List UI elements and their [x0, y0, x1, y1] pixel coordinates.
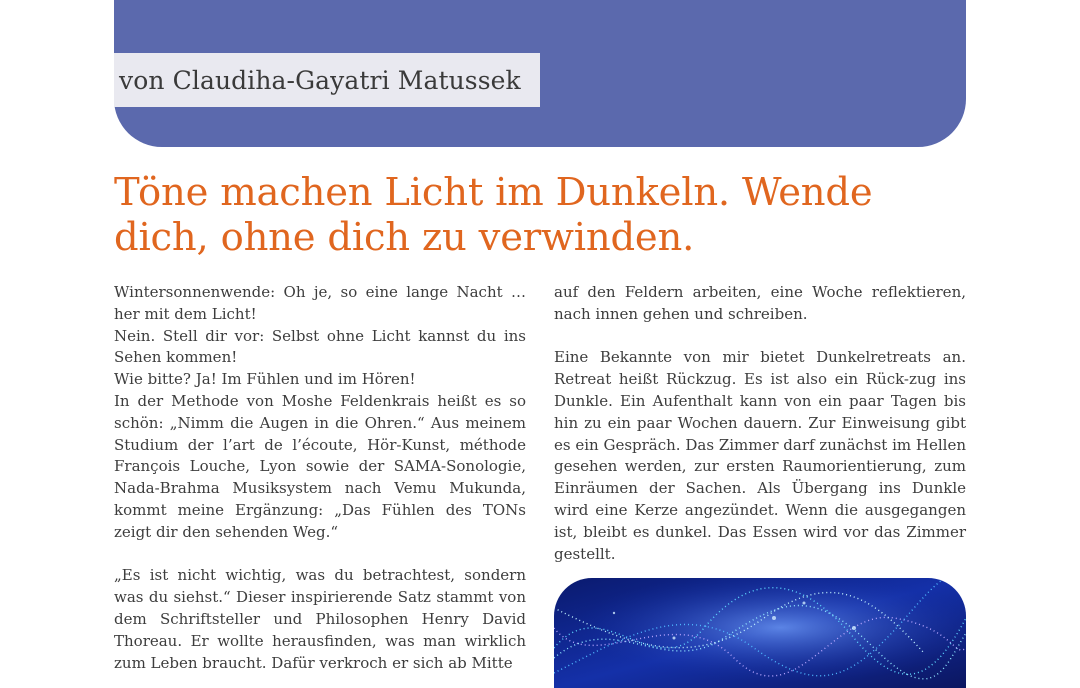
paragraph: Wintersonnenwende: Oh je, so eine lange Nacht … her mit dem Licht! [114, 283, 526, 323]
right-column [554, 282, 966, 565]
paragraph: Nein. Stell dir vor: Selbst ohne Licht kannst du ins Sehen kommen! [114, 326, 526, 367]
paragraph: In der Methode von Moshe Feldenkrais heißt es so schön: „Nimm die Augen in die Ohren.“ Aus meinem Studium der l’art de l’écoute, Hör-Kunst, méthode François Louche, Lyon sowie der SAMA-Sonologie, Nada-Brahma Musiksystem nach Vemu Mukunda, kommt meine Ergänzung: „Das Fühlen des TONs zeigt dir den sehenden Weg.“ [114, 391, 526, 541]
paragraph: Wie bitte? Ja! Im Fühlen und im Hören! [114, 370, 416, 389]
paragraph: auf den Feldern arbeiten, eine Woche reflektieren, nach innen gehen und schreiben. [554, 283, 966, 323]
paragraph: Eine Bekannte von mir bietet Dunkelretreats an. Retreat heißt Rückzug. Es ist also ein Rück-zug ins Dunkle. Ein Aufenthalt kann von ein paar Tagen bis hin zu ein paar Wochen dauern. Zur Einweisung gibt es ein Gespräch. Das Zimmer darf zunächst im Hellen gesehen werden, zur ersten Raumorientierung, zum Einräumen der Sachen. Als Übergang ins Dunkle wird eine Kerze angezündet. Wenn die ausgegangen ist, bleibt es dunkel. Das Essen wird vor das Zimmer gestellt. [554, 348, 966, 563]
paragraph: „Es ist nicht wichtig, was du betrachtest, sondern was du siehst.“ Dieser inspirierende Satz stammt von dem Schriftsteller und Philosophen Henry David Thoreau. Er wollte herausfinden, was man wirklich zum Leben braucht. Dafür verkroch er sich ab Mitte [114, 566, 526, 672]
article-headline: Töne machen Licht im Dunkeln. Wende dich, ohne dich zu verwinden. [114, 170, 873, 260]
author-byline: von Claudiha-Gayatri Matussek [119, 66, 521, 95]
sound-wave-graphic [554, 578, 966, 688]
left-column [114, 282, 526, 674]
sound-wave-image [554, 578, 966, 688]
